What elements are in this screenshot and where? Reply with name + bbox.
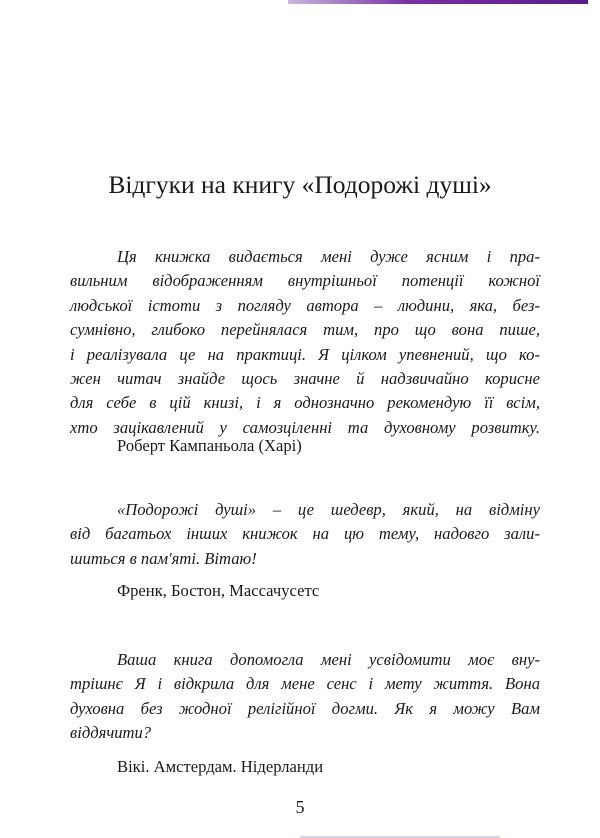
text-line: сумнівно, глибоко перейнялася тим, про що вона пише, xyxy=(70,320,540,340)
text-line: Ця книжка видається мені дуже ясним і пра- xyxy=(117,247,540,266)
text-line: вильним відображенням внутрішньої потенції кожної xyxy=(70,271,540,291)
text-line: Ваша книга допомогла мені усвідомити моє вну- xyxy=(117,650,540,669)
text-line: хто зацікавлений у самозціленні та духовному розвитку. xyxy=(70,417,540,437)
text-line: людської істоти з погляду автора – людини, яка, без- xyxy=(70,295,540,315)
page-title: Відгуки на книгу «Подорожі душі» xyxy=(108,170,492,199)
text-line: «Подорожі душі» – це шедевр, який, на відміну xyxy=(117,500,540,519)
text-line: віддячити? xyxy=(70,723,152,743)
text-line: духовна без жодної релігійної догми. Як я можу Вам xyxy=(70,698,540,718)
review-1-signature: Роберт Кампаньола (Харі) xyxy=(117,436,302,455)
page-number: 5 xyxy=(295,797,305,817)
review-1-text xyxy=(70,245,540,440)
top-edge-stripe xyxy=(288,0,588,4)
review-3-text xyxy=(70,648,540,746)
text-line: для себе в цій книзі, і я однозначно рекомендую її всім, xyxy=(70,393,540,413)
text-line: трішнє Я і відкрила для мене сенс і мету життя. Вона xyxy=(70,674,540,694)
review-2-signature: Френк, Бостон, Массачусетс xyxy=(117,581,320,600)
text-line: жен читач знайде щось значне й надзвичайно корисне xyxy=(70,369,540,389)
text-line: шиться в пам'яті. Вітаю! xyxy=(70,548,257,568)
review-2-text xyxy=(70,498,540,571)
text-line: і реалізувала це на практиці. Я цілком упевнений, що ко- xyxy=(70,344,540,364)
text-line: від багатьох інших книжок на цю тему, надовго зали- xyxy=(70,524,540,544)
review-3-signature: Вікі. Амстердам. Нідерланди xyxy=(117,757,324,776)
